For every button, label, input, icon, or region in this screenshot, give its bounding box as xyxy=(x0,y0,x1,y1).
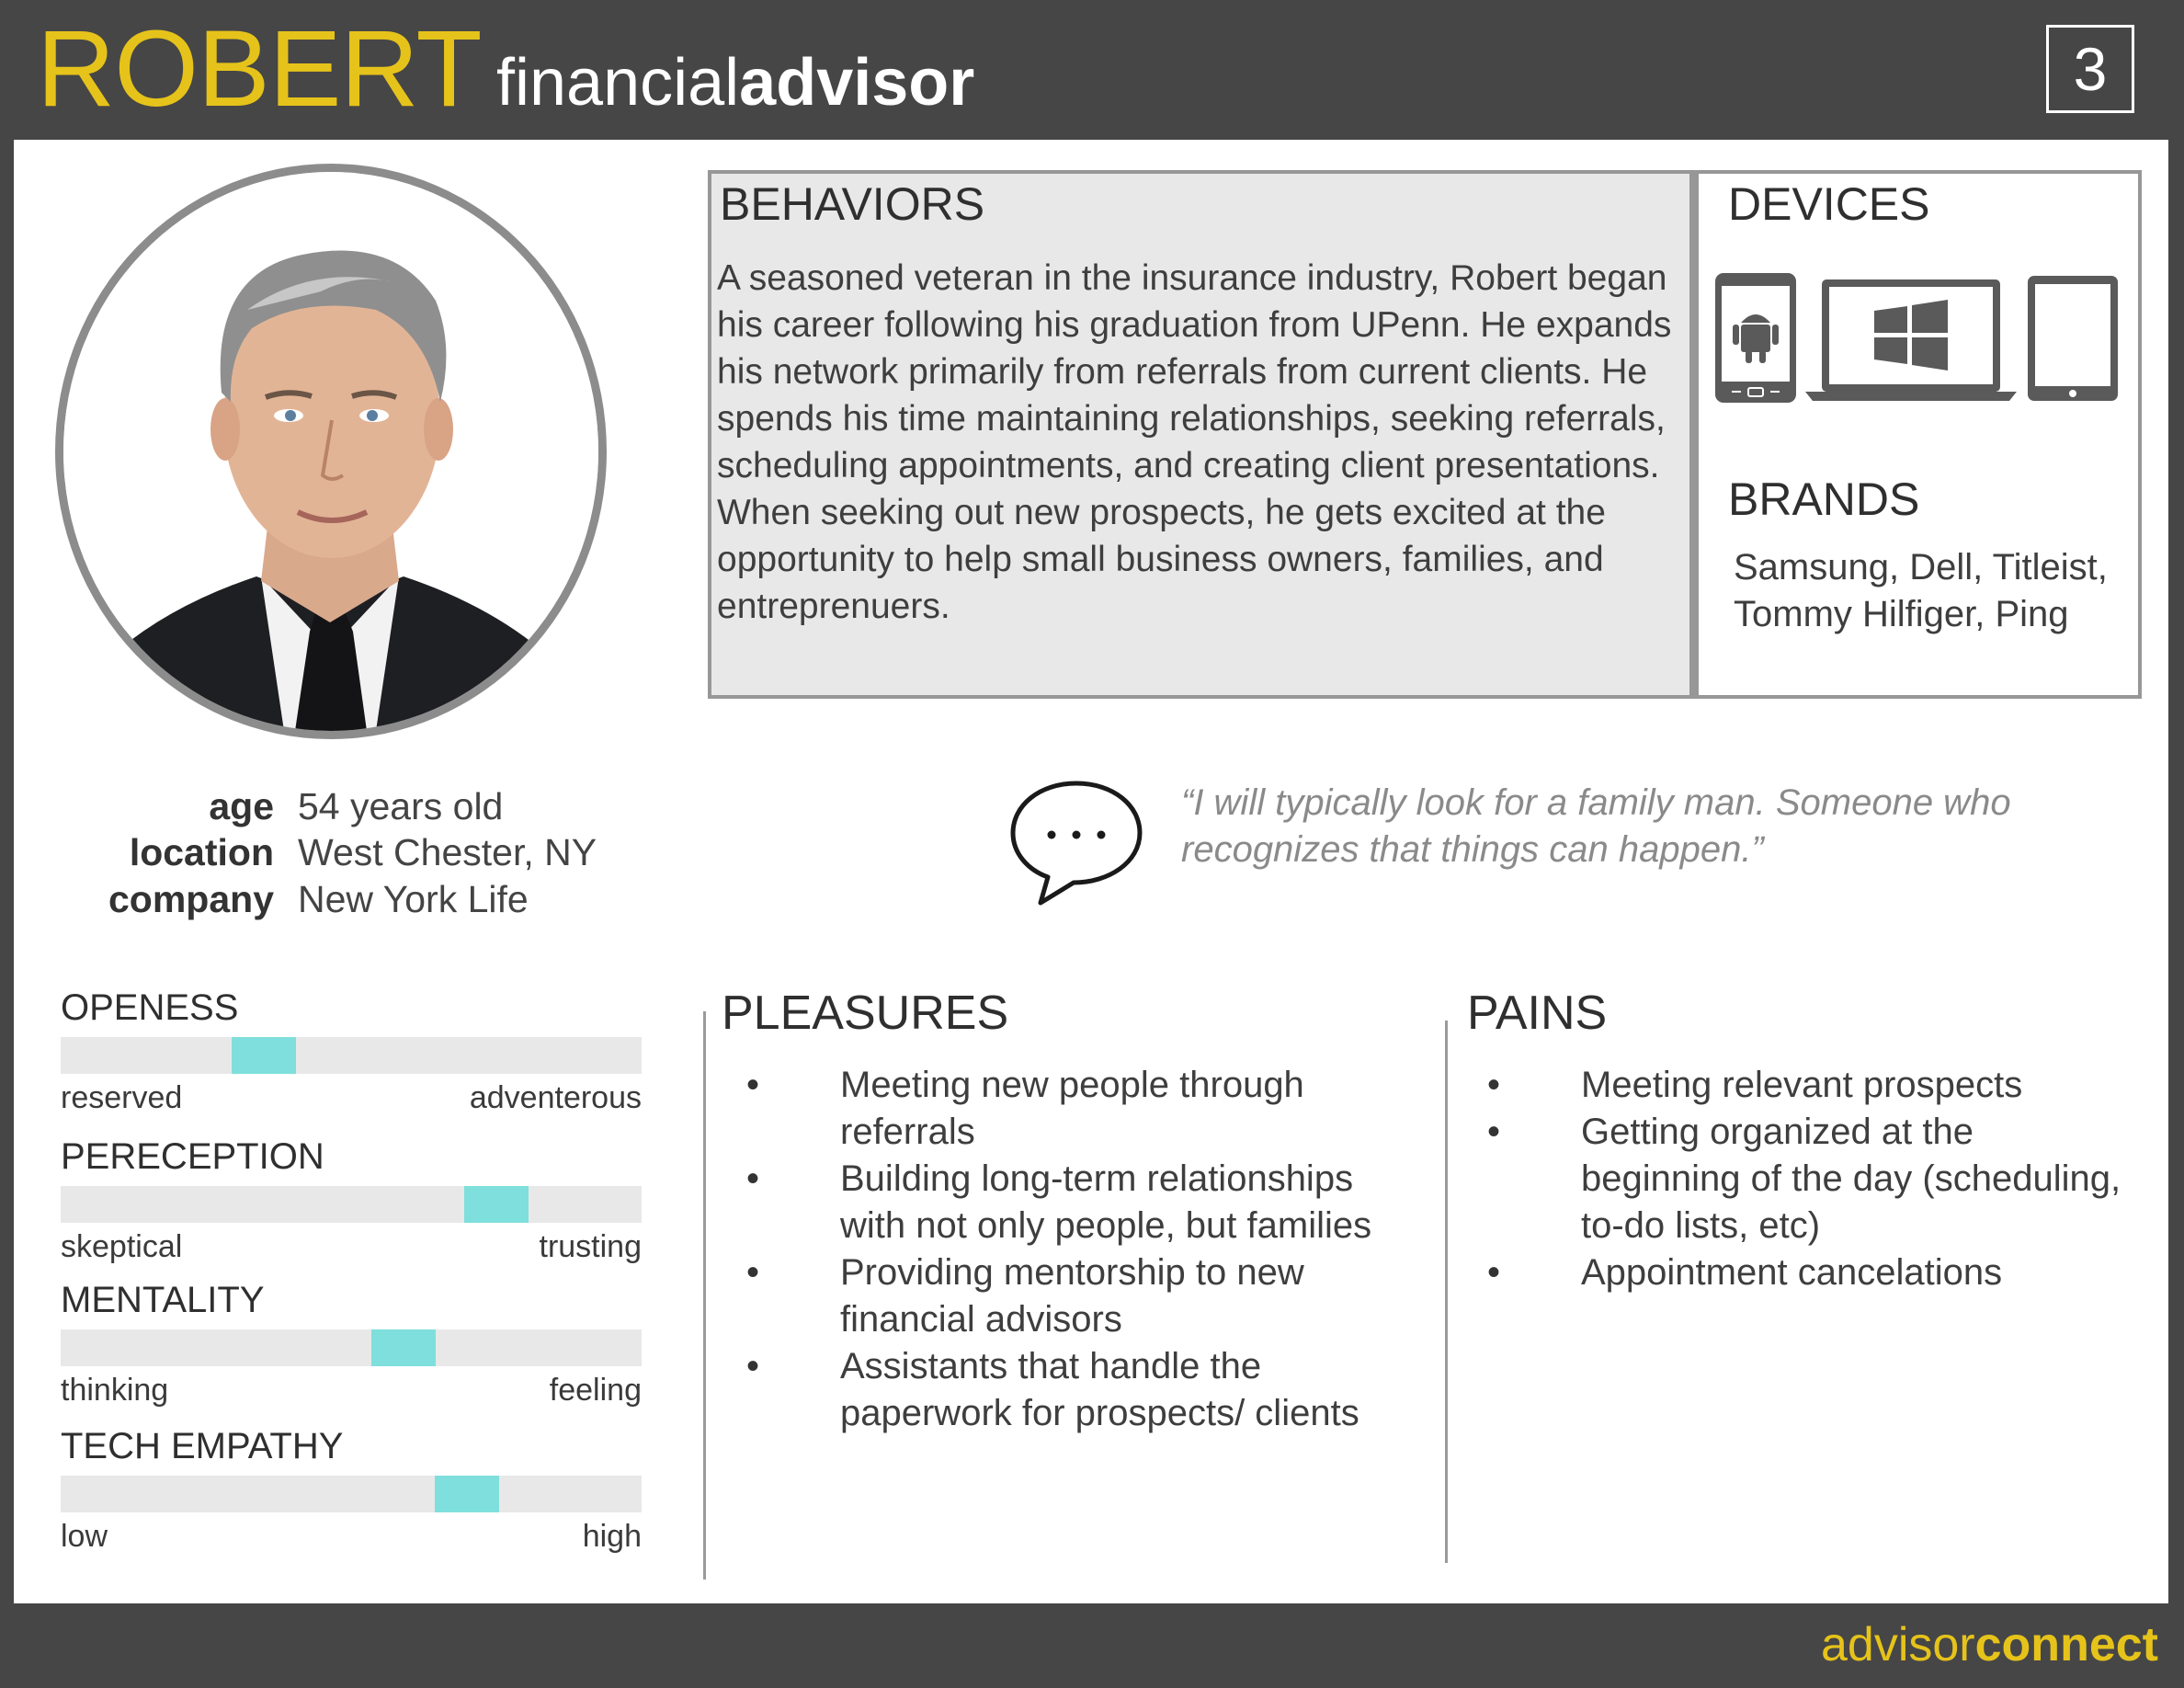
role-bold: advisor xyxy=(739,46,975,120)
list-item: • Appointment cancelations xyxy=(1487,1249,2131,1296)
pains-divider xyxy=(1445,1021,1448,1563)
devices-title: DEVICES xyxy=(1728,178,1930,230)
list-item: • Meeting relevant prospects xyxy=(1487,1062,2131,1109)
persona-photo xyxy=(55,164,607,739)
page-number: 3 xyxy=(2046,25,2134,113)
list-item: • Providing mentorship to new financial advisors xyxy=(746,1249,1390,1343)
trait-bar-mentality xyxy=(61,1329,642,1366)
location-label: location xyxy=(129,831,274,873)
windows-laptop-icon xyxy=(1805,276,2017,405)
footer-brand xyxy=(1821,1613,2158,1677)
company-value: New York Life xyxy=(298,878,529,920)
list-item: • Getting organized at the beginning of the day (scheduling, to-do lists, etc) xyxy=(1487,1109,2131,1249)
age-value: 54 years old xyxy=(298,785,504,827)
trait-high-label: adventerous xyxy=(469,1080,642,1115)
behaviors-title: BEHAVIORS xyxy=(720,178,985,230)
trait-title-perception: PERECEPTION xyxy=(61,1136,324,1177)
trait-title-openess: OPENESS xyxy=(61,987,239,1028)
trait-low-label: low xyxy=(61,1519,108,1554)
trait-marker xyxy=(232,1037,296,1074)
pleasures-list xyxy=(746,1062,1390,1437)
brand-bold: connect xyxy=(1974,1618,2158,1671)
brand-light: advisor xyxy=(1820,1618,1975,1671)
pleasures-divider xyxy=(703,1011,706,1580)
company-label: company xyxy=(108,878,274,920)
trait-marker xyxy=(371,1329,436,1366)
trait-title-mentality: MENTALITY xyxy=(61,1280,265,1320)
list-item: • Meeting new people through referrals xyxy=(746,1062,1390,1156)
list-item: • Assistants that handle the paperwork for prospects/ clients xyxy=(746,1343,1390,1437)
location-value: West Chester, NY xyxy=(298,831,597,873)
brands-text: Samsung, Dell, Titleist, Tommy Hilfiger, Ping xyxy=(1734,547,2108,634)
trait-low-label: reserved xyxy=(61,1080,183,1115)
trait-bar-openess xyxy=(61,1037,642,1074)
list-item: • Building long-term relationships with not only people, but families xyxy=(746,1156,1390,1249)
trait-low-label: skeptical xyxy=(61,1229,183,1264)
speech-bubble-icon xyxy=(1007,778,1145,907)
quote-text: “I will typically look for a family man. Someone who recognizes that things can happen.” xyxy=(1181,782,2011,870)
age-label: age xyxy=(209,785,274,827)
trait-marker xyxy=(464,1186,529,1223)
persona-role xyxy=(496,37,974,129)
trait-title-tech-empathy: TECH EMPATHY xyxy=(61,1426,344,1466)
brands-title: BRANDS xyxy=(1728,473,1920,525)
tablet-icon xyxy=(2026,274,2120,403)
pleasures-title: PLEASURES xyxy=(722,987,1009,1040)
persona-name: ROBERT xyxy=(37,8,482,130)
trait-bar-tech-empathy xyxy=(61,1476,642,1512)
trait-high-label: high xyxy=(582,1519,642,1554)
trait-marker xyxy=(435,1476,499,1512)
trait-high-label: trusting xyxy=(539,1229,642,1264)
behaviors-text: A seasoned veteran in the insurance industry, Robert began his career following his graduation from UPenn. He expands his network primarily from referrals from current clients. He spends his time maintaining relationships, seeking referrals, scheduling appointments, and creating client presentations. When seeking out new prospects, he gets excited at the opportunity to help small business owners, families, and entreprenuers. xyxy=(717,258,1672,626)
trait-bar-perception xyxy=(61,1186,642,1223)
pains-title: PAINS xyxy=(1467,987,1608,1040)
role-light: financial xyxy=(496,46,740,120)
pains-list xyxy=(1487,1062,2131,1296)
android-phone-icon xyxy=(1713,271,1798,405)
trait-high-label: feeling xyxy=(549,1373,642,1408)
trait-low-label: thinking xyxy=(61,1373,169,1408)
